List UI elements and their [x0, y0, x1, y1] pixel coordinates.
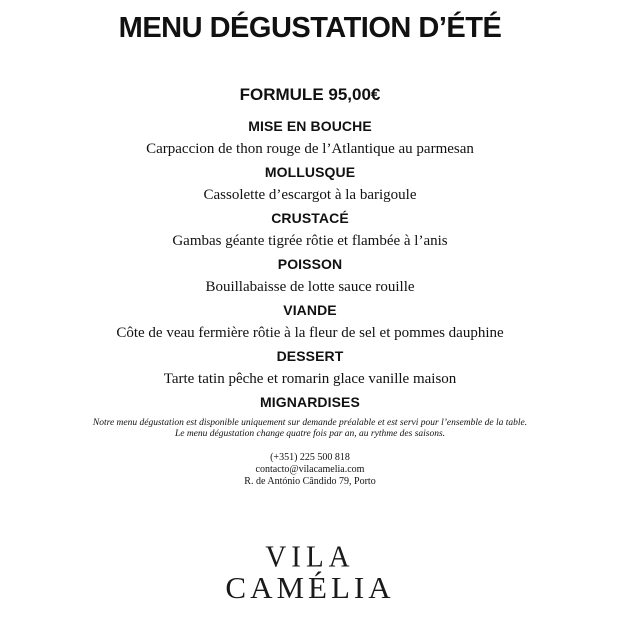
contact-address: R. de António Cândido 79, Porto — [244, 476, 376, 487]
course-item — [0, 207, 620, 253]
contact-phone: (+351) 225 500 818 — [270, 452, 350, 463]
course-dish: Carpaccion de thon rouge de l’Atlantique au parmesan — [146, 141, 474, 157]
note-line: Le menu dégustation change quatre fois par an, au rythme des saisons. — [174, 429, 446, 439]
menu-note — [0, 418, 620, 440]
formule-price: FORMULE 95,00€ — [239, 85, 381, 104]
course-name: POISSON — [277, 256, 343, 272]
course-item — [0, 345, 620, 391]
vila-camelia-logo — [0, 542, 620, 604]
menu-title: MENU DÉGUSTATION D’ÉTÉ — [118, 12, 502, 44]
contact-block — [0, 452, 620, 488]
course-item — [0, 253, 620, 299]
course-dish: Bouillabaisse de lotte sauce rouille — [205, 279, 415, 295]
course-dish: Gambas géante tigrée rôtie et flambée à l’anis — [172, 233, 448, 249]
course-item — [0, 115, 620, 161]
course-name: MIGNARDISES — [260, 394, 360, 410]
course-name: DESSERT — [276, 348, 344, 364]
course-dish: Côte de veau fermière rôtie à la fleur de sel et pommes dauphine — [116, 325, 504, 341]
course-list — [0, 115, 620, 413]
contact-email: contacto@vilacamelia.com — [255, 464, 365, 475]
logo-line: VILA — [265, 540, 355, 574]
course-name: VIANDE — [283, 302, 337, 318]
course-name: MOLLUSQUE — [264, 164, 356, 180]
course-name: MISE EN BOUCHE — [248, 118, 372, 134]
course-name: CRUSTACÉ — [271, 210, 349, 226]
course-dish: Tarte tatin pêche et romarin glace vanille maison — [163, 371, 457, 387]
course-item — [0, 299, 620, 345]
course-item — [0, 391, 620, 413]
logo-line: CAMÉLIA — [225, 570, 395, 605]
course-dish: Cassolette d’escargot à la barigoule — [203, 187, 417, 203]
course-item — [0, 161, 620, 207]
note-line: Notre menu dégustation est disponible uniquement sur demande préalable et est servi pour l’ensemble de la table. — [92, 418, 528, 428]
